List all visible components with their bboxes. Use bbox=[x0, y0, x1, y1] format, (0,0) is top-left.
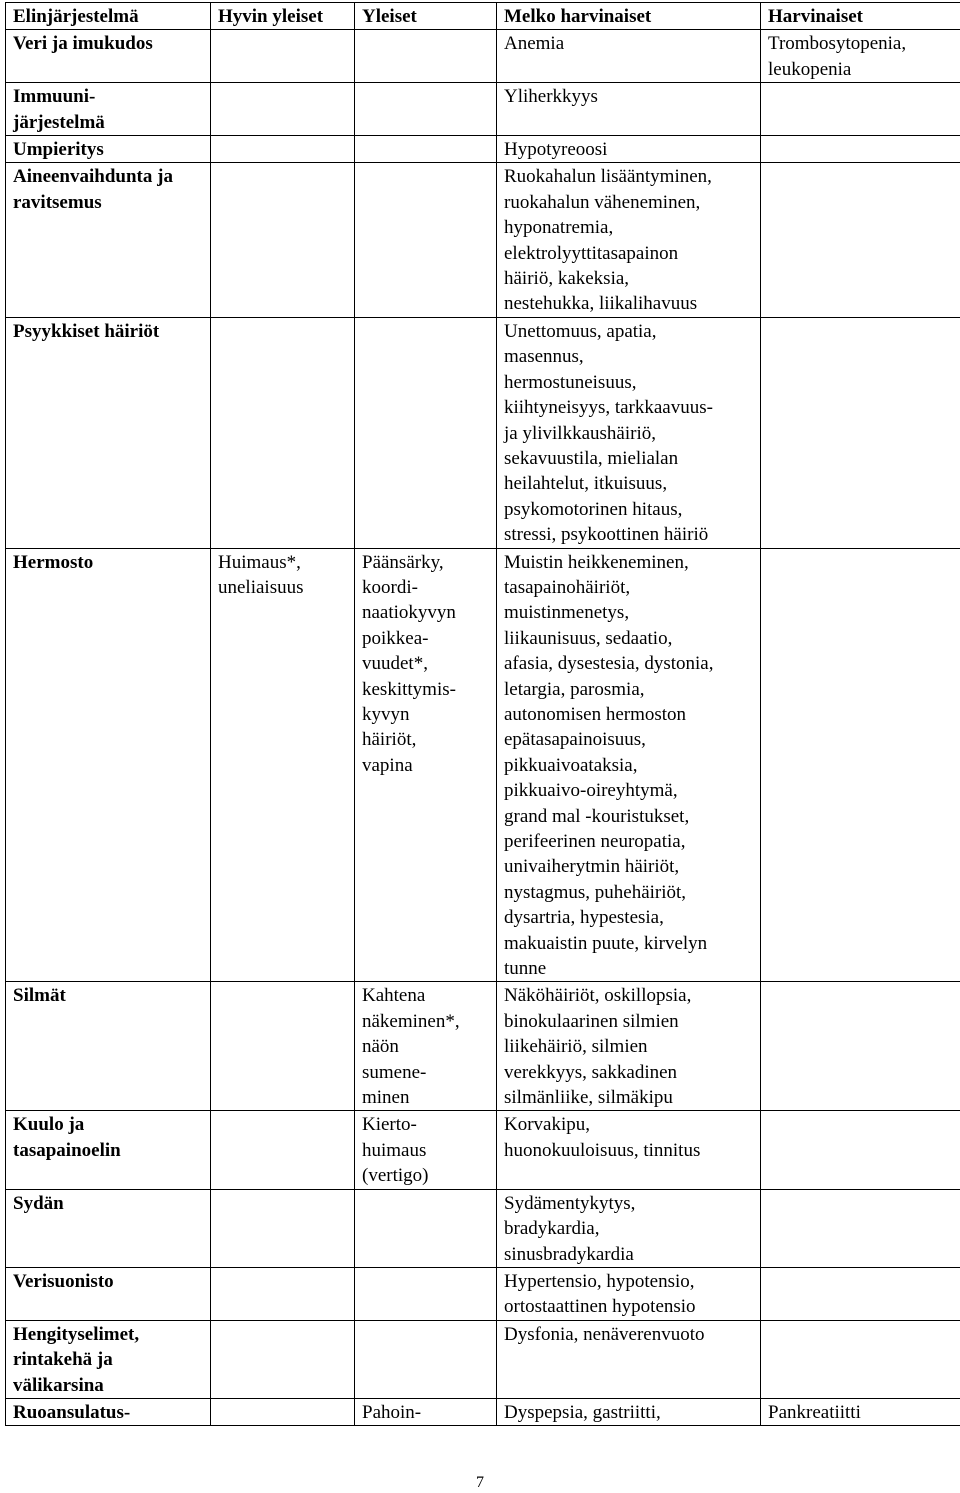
rare-cell bbox=[761, 1189, 960, 1267]
table-row bbox=[6, 163, 960, 317]
common-cell bbox=[355, 1320, 497, 1398]
table-row bbox=[6, 83, 960, 136]
header-common: Yleiset bbox=[355, 3, 497, 30]
rare-cell bbox=[761, 982, 960, 1111]
very-common-cell bbox=[211, 30, 355, 83]
table-row bbox=[6, 1111, 960, 1189]
adverse-reactions-table bbox=[5, 2, 960, 1426]
page-number: 7 bbox=[476, 1474, 484, 1491]
rare-cell bbox=[761, 1111, 960, 1189]
very-common-cell bbox=[211, 163, 355, 317]
uncommon-cell: Hypertensio, hypotensio, ortostaattinen hypotensio bbox=[497, 1267, 761, 1320]
uncommon-cell: Anemia bbox=[497, 30, 761, 83]
header-row bbox=[6, 3, 960, 30]
table-row bbox=[6, 1189, 960, 1267]
organ-class-cell: Psyykkiset häiriöt bbox=[6, 317, 211, 548]
common-cell: Kahtena näkeminen*, näön sumene- minen bbox=[355, 982, 497, 1111]
table-row bbox=[6, 30, 960, 83]
organ-class-cell: Kuulo ja tasapainoelin bbox=[6, 1111, 211, 1189]
organ-class-cell: Veri ja imukudos bbox=[6, 30, 211, 83]
rare-cell bbox=[761, 1267, 960, 1320]
very-common-cell bbox=[211, 317, 355, 548]
organ-class-cell: Hengityselimet, rintakehä ja välikarsina bbox=[6, 1320, 211, 1398]
common-cell bbox=[355, 1267, 497, 1320]
organ-class-cell: Immuuni- järjestelmä bbox=[6, 83, 211, 136]
table-row bbox=[6, 1267, 960, 1320]
very-common-cell bbox=[211, 1320, 355, 1398]
header-organ-class: Elinjärjestelmä bbox=[6, 3, 211, 30]
rare-cell bbox=[761, 317, 960, 548]
very-common-cell bbox=[211, 1189, 355, 1267]
rare-cell: Trombosytopenia, leukopenia bbox=[761, 30, 960, 83]
organ-class-cell: Verisuonisto bbox=[6, 1267, 211, 1320]
table-row bbox=[6, 1320, 960, 1398]
header-uncommon: Melko harvinaiset bbox=[497, 3, 761, 30]
table-row bbox=[6, 317, 960, 548]
common-cell bbox=[355, 136, 497, 163]
common-cell: Päänsärky, koordi- naatiokyvyn poikkea- vuudet*, keskittymis- kyvyn häiriöt, vapina bbox=[355, 548, 497, 982]
organ-class-cell: Umpieritys bbox=[6, 136, 211, 163]
very-common-cell bbox=[211, 982, 355, 1111]
table-row bbox=[6, 1398, 960, 1425]
rare-cell bbox=[761, 548, 960, 982]
rare-cell bbox=[761, 136, 960, 163]
uncommon-cell: Dyspepsia, gastriitti, bbox=[497, 1398, 761, 1425]
organ-class-cell: Sydän bbox=[6, 1189, 211, 1267]
organ-class-cell: Silmät bbox=[6, 982, 211, 1111]
uncommon-cell: Näköhäiriöt, oskillopsia, binokulaarinen silmien liikehäiriö, silmien verekkyys, sakkadinen silmänliike, silmäkipu bbox=[497, 982, 761, 1111]
table-row bbox=[6, 136, 960, 163]
common-cell: Pahoin- bbox=[355, 1398, 497, 1425]
common-cell bbox=[355, 30, 497, 83]
common-cell bbox=[355, 163, 497, 317]
document-page bbox=[5, 2, 960, 1426]
rare-cell bbox=[761, 1320, 960, 1398]
header-very-common: Hyvin yleiset bbox=[211, 3, 355, 30]
uncommon-cell: Ruokahalun lisääntyminen, ruokahalun väheneminen, hyponatremia, elektrolyyttitasapainon häiriö, kakeksia, nestehukka, liikalihavuus bbox=[497, 163, 761, 317]
header-rare: Harvinaiset bbox=[761, 3, 960, 30]
uncommon-cell: Yliherkkyys bbox=[497, 83, 761, 136]
common-cell bbox=[355, 1189, 497, 1267]
organ-class-cell: Aineenvaihdunta ja ravitsemus bbox=[6, 163, 211, 317]
uncommon-cell: Hypotyreoosi bbox=[497, 136, 761, 163]
very-common-cell bbox=[211, 136, 355, 163]
very-common-cell bbox=[211, 1267, 355, 1320]
uncommon-cell: Korvakipu, huonokuuloisuus, tinnitus bbox=[497, 1111, 761, 1189]
common-cell bbox=[355, 83, 497, 136]
very-common-cell bbox=[211, 1398, 355, 1425]
uncommon-cell: Dysfonia, nenäverenvuoto bbox=[497, 1320, 761, 1398]
very-common-cell bbox=[211, 1111, 355, 1189]
table-row bbox=[6, 548, 960, 982]
rare-cell bbox=[761, 163, 960, 317]
uncommon-cell: Sydämentykytys, bradykardia, sinusbradykardia bbox=[497, 1189, 761, 1267]
very-common-cell bbox=[211, 83, 355, 136]
uncommon-cell: Unettomuus, apatia, masennus, hermostuneisuus, kiihtyneisyys, tarkkaavuus- ja ylivilkkaushäiriö, sekavuustila, mielialan heilahtelut, itkuisuus, psykomotorinen hitaus, stressi, psykoottinen häiriö bbox=[497, 317, 761, 548]
organ-class-cell: Ruoansulatus- bbox=[6, 1398, 211, 1425]
common-cell: Kierto- huimaus (vertigo) bbox=[355, 1111, 497, 1189]
rare-cell: Pankreatiitti bbox=[761, 1398, 960, 1425]
organ-class-cell: Hermosto bbox=[6, 548, 211, 982]
uncommon-cell: Muistin heikkeneminen, tasapainohäiriöt, muistinmenetys, liikaunisuus, sedaatio, afasia, dysestesia, dystonia, letargia, parosmia, autonomisen hermoston epätasapainoisuus, pikkuaivoataksia, pikkuaivo-oireyhtymä, grand mal -kouristukset, perifeerinen neuropatia, univaiherytmin häiriöt, nystagmus, puhehäiriöt, dysartria, hypestesia, makuaistin puute, kirvelyn tunne bbox=[497, 548, 761, 982]
rare-cell bbox=[761, 83, 960, 136]
very-common-cell: Huimaus*, uneliaisuus bbox=[211, 548, 355, 982]
common-cell bbox=[355, 317, 497, 548]
table-row bbox=[6, 982, 960, 1111]
